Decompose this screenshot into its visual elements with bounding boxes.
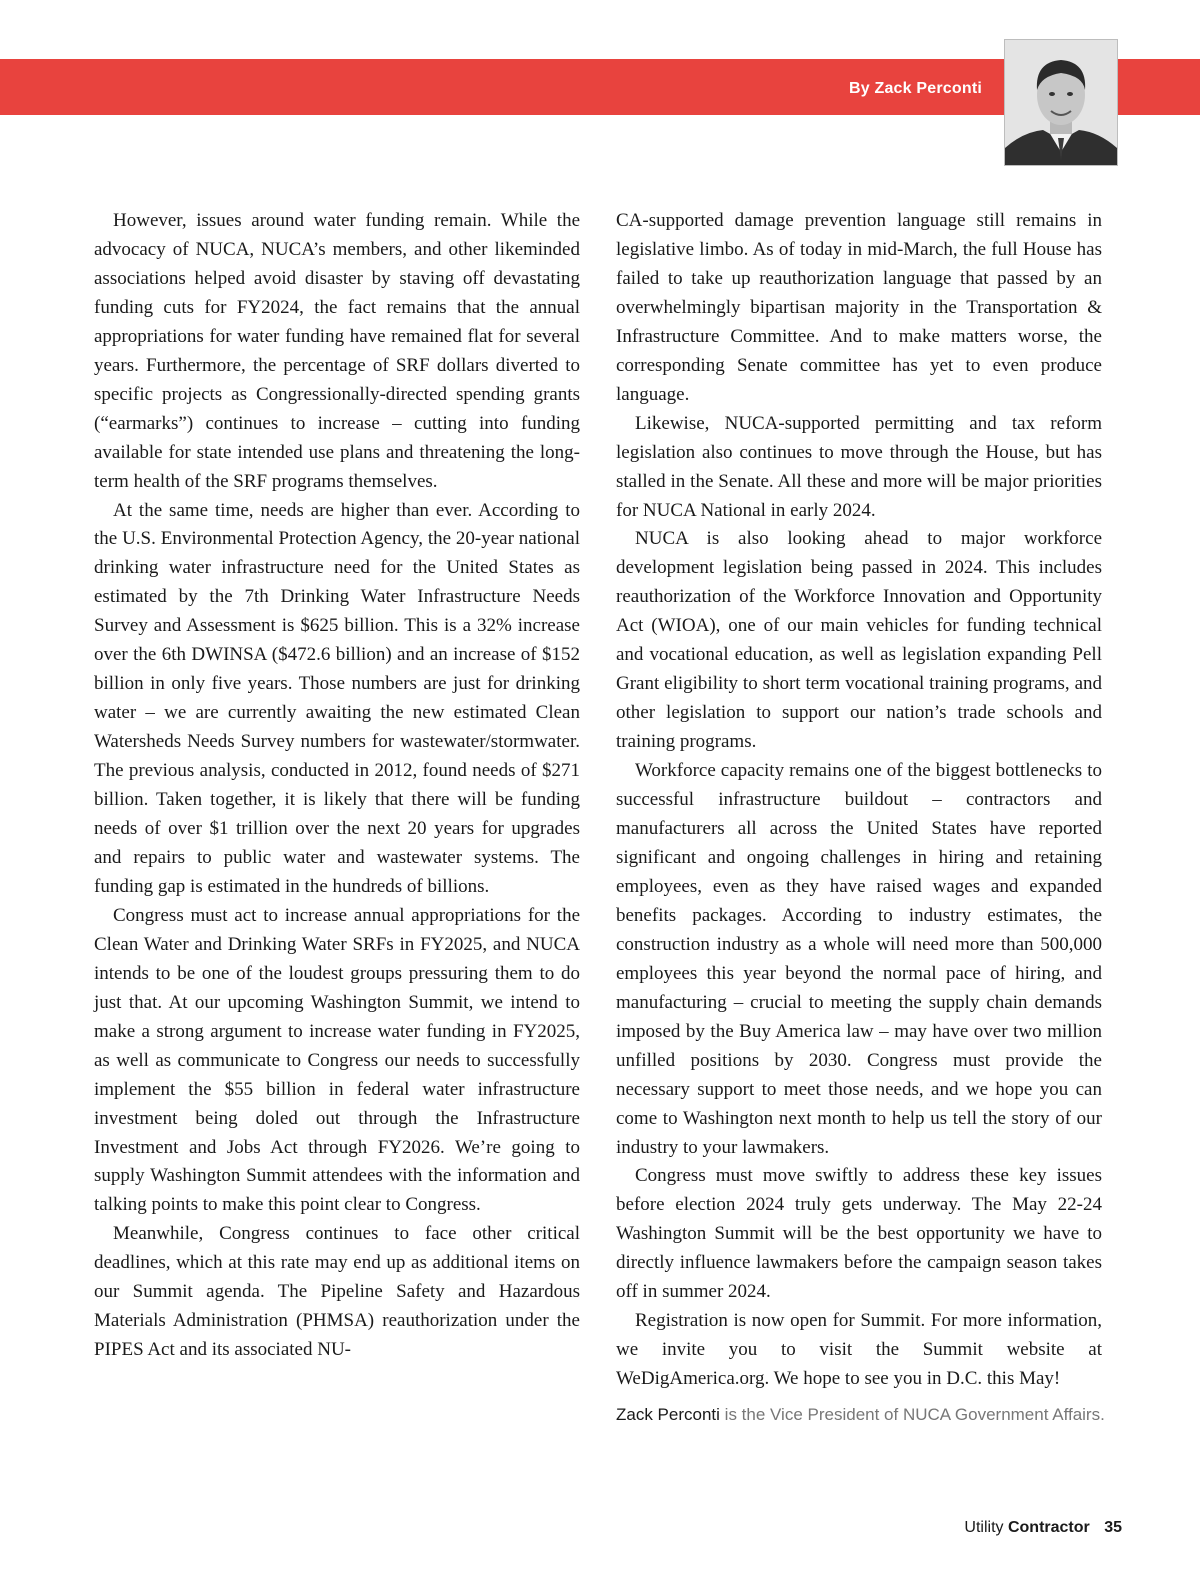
author-bio-text: is the Vice President of NUCA Government Affairs. (719, 1405, 1105, 1425)
article-paragraph: Meanwhile, Congress continues to face other critical deadlines, which at this rate may end up as additional items on our Summit agenda. The Pipeline Safety and Hazardous Materials Administration (PHMSA) reauthorization under the PIPES Act and its associated NU- (94, 1223, 580, 1361)
article-paragraph: Congress must move swiftly to address these key issues before election 2024 truly gets underway. The May 22-24 Washington Summit will be the best opportunity we have to directly influence lawmakers before the campaign season takes off in summer 2024. (616, 1165, 1102, 1303)
page-footer (964, 1519, 1122, 1537)
author-portrait-image (1005, 40, 1117, 165)
article-paragraph-continued: CA-supported damage prevention language still remains in legislative limbo. As of today in mid-March, the full House has failed to take up reauthorization language that passed by an overwhelmingly bipartisan majority in the Transportation & Infrastructure Committee. And to make matters worse, the corresponding Senate committee has yet to even produce language. (616, 210, 1102, 405)
article-column-left (94, 207, 580, 1365)
page-number: 35 (1104, 1519, 1122, 1536)
article-paragraph: NUCA is also looking ahead to major workforce development legislation being passed in 2024. This includes reauthorization of the Workforce Innovation and Opportunity Act (WIOA), one of our main vehicles for funding technical and vocational education, as well as legislation expanding Pell Grant eligibility to short term vocational training programs, and other legislation to support our nation’s trade schools and training programs. (616, 528, 1102, 753)
article-paragraph: Registration is now open for Summit. For more information, we invite you to visit the Summit website at WeDigAmerica.org. We hope to see you in D.C. this May! (616, 1310, 1102, 1390)
article-paragraph: Workforce capacity remains one of the biggest bottlenecks to successful infrastructure buildout – contractors and manufacturers all across the United States have reported significant and ongoing challenges in hiring and retaining employees, even as they have raised wages and expanded benefits packages. According to industry estimates, the construction industry as a whole will need more than 500,000 employees this year beyond the normal pace of hiring, and manufacturing – crucial to meeting the supply chain demands imposed by the Buy America law – may have over two million unfilled positions by 2030. Congress must provide the necessary support to meet those needs, and we hope you can come to Washington next month to help us tell the story of our industry to your lawmakers. (616, 760, 1102, 1158)
publication-name-prefix: Utility (964, 1519, 1004, 1536)
article-paragraph: Likewise, NUCA-supported permitting and tax reform legislation also continues to move through the House, but has stalled in the Senate. All these and more will be major priorities for NUCA National in early 2024. (616, 412, 1102, 521)
article-column-right (616, 207, 1105, 1427)
author-photo (1004, 39, 1118, 166)
author-byline: By Zack Perconti (848, 80, 982, 97)
article-paragraph: Congress must act to increase annual appropriations for the Clean Water and Drinking Water SRFs in FY2025, and NUCA intends to be one of the loudest groups pressuring them to do just that. At our upcoming Washington Summit, we intend to make a strong argument to increase water funding in FY2025, as well as communicate to Congress our needs to successfully implement the $55 billion in federal water infrastructure investment being doled out through the Infrastructure Investment and Jobs Act through FY2026. We’re going to supply Washington Summit attendees with the information and talking points to make this point clear to Congress. (94, 904, 580, 1216)
article-paragraph: At the same time, needs are higher than ever. According to the U.S. Environmental Protection Agency, the 20-year national drinking water infrastructure need for the United States as estimated by the 7th Drinking Water Infrastructure Needs Survey and Assessment is $625 billion. This is a 32% increase over the 6th DWINSA ($472.6 billion) and an increase of $152 billion in only five years. Those numbers are just for drinking water – we are currently awaiting the new estimated Clean Watersheds Needs Survey numbers for wastewater/stormwater. The previous analysis, conducted in 2012, found needs of $271 billion. Taken together, it is likely that there will be funding needs of over $1 trillion over the next 20 years for upgrades and repairs to public water and wastewater systems. The funding gap is estimated in the hundreds of billions. (94, 499, 580, 897)
author-bio (616, 1403, 1105, 1427)
article-paragraph: However, issues around water funding remain. While the advocacy of NUCA, NUCA’s members, and other likeminded associations helped avoid disaster by staving off devastating funding cuts for FY2024, the fact remains that the annual appropriations for water funding have remained flat for several years. Furthermore, the percentage of SRF dollars diverted to specific projects as Congressionally-directed spending grants (“earmarks”) continues to increase – cutting into funding available for state intended use plans and threatening the long-term health of the SRF programs themselves. (94, 210, 580, 492)
author-bio-name: Zack Perconti (616, 1405, 720, 1425)
publication-name-suffix: Contractor (1007, 1519, 1090, 1536)
